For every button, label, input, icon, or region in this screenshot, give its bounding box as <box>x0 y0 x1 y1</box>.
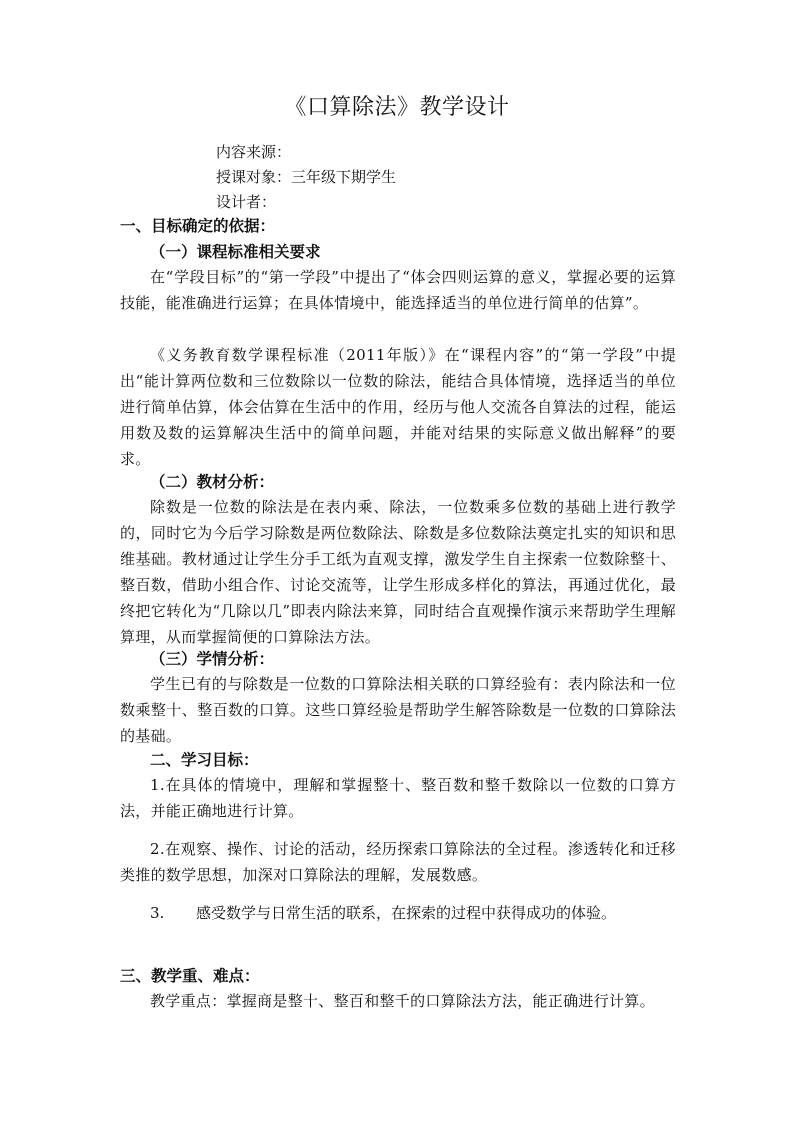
section1-sub3-paragraph: 学生已有的与除数是一位数的口算除法相关联的口算经验有：表内除法和一位数乘整十、整百数的口算。这些口算经验是帮助学生解答除数是一位数的口算除法的基础。 <box>120 675 676 745</box>
section3-heading: 三、教学重、难点： <box>120 966 260 985</box>
section1-sub1-paragraph2: 《义务教育数学课程标准（2011年版）》在“课程内容”的“第一学段”中提出“能计算两位数和三位数除以一位数的除法，能结合具体情境，选择适当的单位进行简单估算，体会估算在生活中的作用，经历与他人交流各自算法的过程，能运用数及数的运算解决生活中的简单问题，并能对结果的实际意义做出解释”的要求。 <box>120 346 676 468</box>
section1-heading: 一、目标确定的依据： <box>120 216 276 235</box>
goal-2: 2.在观察、操作、讨论的活动，经历探索口算除法的全过程。渗透转化和迁移类推的数学思想，加深对口算除法的理解，发展数感。 <box>120 840 676 884</box>
meta-designer: 设计者： <box>216 193 277 211</box>
document-title: 《口算除法》教学设计 <box>284 95 510 120</box>
meta-source: 内容来源： <box>216 143 292 161</box>
goal-1: 1.在具体的情境中，理解和掌握整十、整百数和整千数除以一位数的口算方法，并能正确地进行计算。 <box>120 776 676 820</box>
section1-sub1-paragraph1: 在“学段目标”的“第一学段”中提出了“体会四则运算的意义，掌握必要的运算技能，能准确进行运算；在具体情境中，能选择适当的单位进行简单的估算”。 <box>120 268 676 312</box>
goal-3-text: 感受数学与日常生活的联系，在探索的过程中获得成功的体验。 <box>196 904 617 922</box>
section1-sub3-heading: （三）学情分析： <box>150 649 275 668</box>
goal-3-number: 3. <box>150 904 165 922</box>
section1-sub1-heading: （一）课程标准相关要求 <box>150 242 321 261</box>
goal-3 <box>150 901 616 925</box>
meta-audience: 授课对象：三年级下期学生 <box>216 168 397 186</box>
section2-heading: 二、学习目标： <box>150 750 259 769</box>
section1-sub2-heading: （二）教材分析： <box>150 472 275 491</box>
section3-paragraph: 教学重点：掌握商是整十、整百和整千的口算除法方法，能正确进行计算。 <box>150 992 655 1010</box>
section1-sub2-paragraph: 除数是一位数的除法是在表内乘、除法，一位数乘多位数的基础上进行教学的，同时它为今后学习除数是两位数除法、除数是多位数除法奠定扎实的知识和思维基础。教材通过让学生分手工纸为直观支撑，激发学生自主探索一位数除整十、整百数，借助小组合作、讨论交流等，让学生形成多样化的算法，再通过优化，最终把它转化为“几除以几”即表内除法来算，同时结合直观操作演示来帮助学生理解算理，从而掌握简便的口算除法方法。 <box>120 498 676 646</box>
